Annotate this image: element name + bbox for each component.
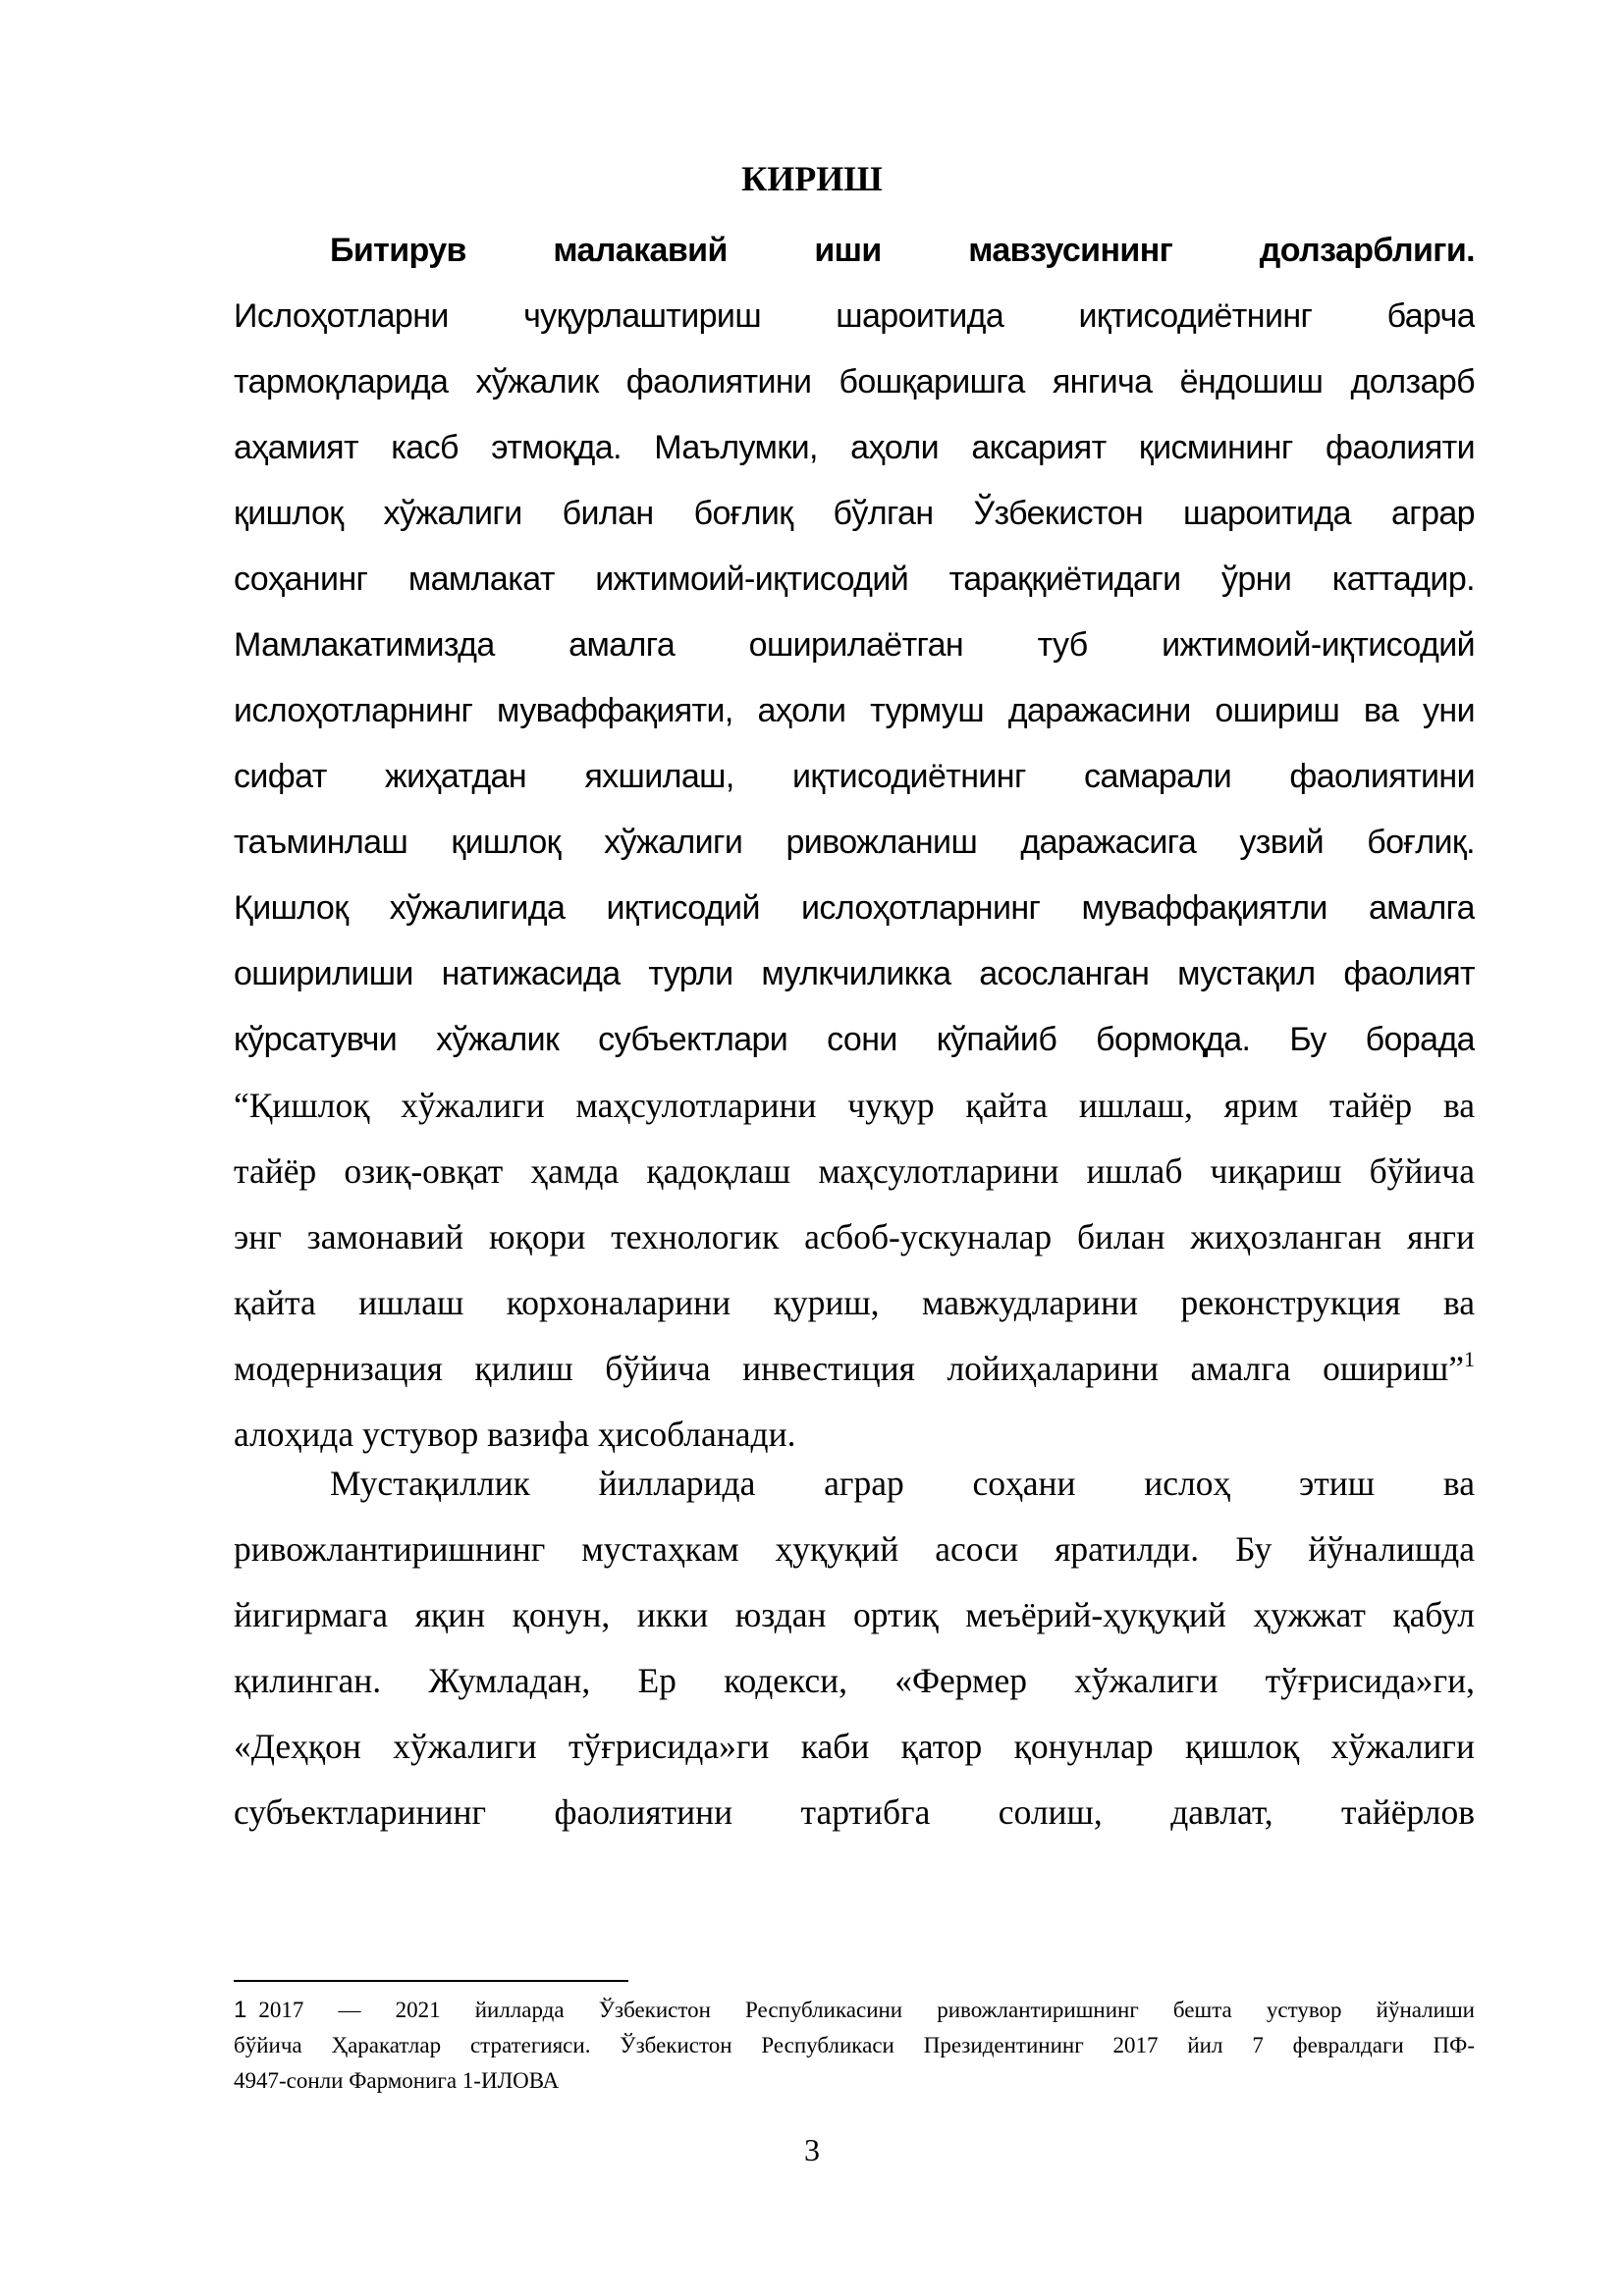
paragraph-line: қишлоқ хўжалиги билан боғлиқ бўлган Ўзбекистон шароитида аграр bbox=[234, 495, 1475, 532]
paragraph-line: қилинган. Жумладан, Ер кодекси, «Фермер хўжалиги тўғрисида»ги, bbox=[234, 1661, 1475, 1700]
paragraph-line: Мустақиллик йилларида аграр соҳани ислоҳ этиш ва bbox=[330, 1464, 1475, 1503]
paragraph-line: оширилиши натижасида турли мулкчиликка асосланган мустақил фаолият bbox=[234, 955, 1475, 992]
page-number: 3 bbox=[804, 2132, 820, 2167]
paragraph-line: «Деҳқон хўжалиги тўғрисида»ги каби қатор қонунлар қишлоқ хўжалиги bbox=[234, 1727, 1475, 1766]
paragraph-line: Қишлоқ хўжалигида иқтисодий ислоҳотларнинг муваффақиятли амалга bbox=[234, 889, 1475, 927]
quote-line-text: модернизация қилиш бўйича инвестиция лойиҳаларини амалга ошириш” bbox=[234, 1349, 1464, 1388]
footnote-reference[interactable]: 1 bbox=[1464, 1347, 1475, 1371]
quote-line-with-footnote bbox=[234, 1336, 1475, 1402]
page-heading: КИРИШ bbox=[741, 159, 883, 198]
quote-line: “Қишлоқ хўжалиги маҳсулотларини чуқур қайта ишлаш, ярим тайёр ва bbox=[234, 1086, 1475, 1125]
relevance-paragraph bbox=[234, 218, 1475, 1468]
paragraph-line: ривожлантиришнинг мустаҳкам ҳуқуқий асоси яратилди. Бу йўналишда bbox=[234, 1529, 1475, 1569]
paragraph-last-line: алоҳида устувор вазифа ҳисобланади. bbox=[234, 1415, 796, 1454]
footnote-separator bbox=[234, 1980, 628, 1982]
paragraph-line: ислоҳотларнинг муваффақияти, аҳоли турмуш даражасини ошириш ва уни bbox=[234, 692, 1475, 729]
paragraph-line: кўрсатувчи хўжалик субъектлари сони кўпайиб бормоқда. Бу борада bbox=[234, 1021, 1475, 1058]
footnote-mark: 1 bbox=[234, 1997, 247, 2023]
paragraph-line: йигирмага яқин қонун, икки юздан ортиқ меъёрий-ҳуқуқий ҳужжат қабул bbox=[234, 1595, 1475, 1634]
paragraph-line: субъектларининг фаолиятини тартибга солиш, давлат, тайёрлов bbox=[234, 1792, 1475, 1832]
paragraph-line: таъминлаш қишлоқ хўжалиги ривожланиш даражасига узвий боғлиқ. bbox=[234, 824, 1475, 861]
paragraph-line: тармоқларида хўжалик фаолиятини бошқаришга янгича ёндошиш долзарб bbox=[234, 363, 1475, 400]
footnote-line: бўйича Ҳаракатлар стратегияси. Ўзбекистон Республикаси Президентининг 2017 йил 7 февралдаги ПФ- bbox=[234, 2033, 1475, 2057]
relevance-title: Битирув малакавий иши мавзусининг долзарблиги. bbox=[330, 232, 1475, 269]
footnote-line bbox=[234, 1993, 1475, 2028]
paragraph-line: аҳамият касб этмоқда. Маълумки, аҳоли аксарият қисмининг фаолияти bbox=[234, 429, 1475, 466]
paragraph-line: сифат жиҳатдан яхшилаш, иқтисодиётнинг самарали фаолиятини bbox=[234, 758, 1475, 795]
paragraph-line: соҳанинг мамлакат ижтимоий-иқтисодий тараққиётидаги ўрни каттадир. bbox=[234, 561, 1475, 598]
quote-line: қайта ишлаш корхоналарини қуриш, мавжудларини реконструкция ва bbox=[234, 1283, 1475, 1322]
paragraph-line: Ислоҳотларни чуқурлаштириш шароитида иқтисодиётнинг барча bbox=[234, 297, 1475, 335]
footnote-line: 4947-сонли Фармонига 1-ИЛОВА bbox=[234, 2068, 560, 2093]
quote-line: тайёр озиқ-овқат ҳамда қадоқлаш маҳсулотларини ишлаб чиқариш бўйича bbox=[234, 1151, 1475, 1191]
footnote bbox=[234, 1993, 1475, 2099]
paragraph-line: Мамлакатимизда амалга оширилаётган туб ижтимоий-иқтисодий bbox=[234, 626, 1475, 664]
quote-line: энг замонавий юқори технологик асбоб-ускуналар билан жиҳозланган янги bbox=[234, 1217, 1475, 1256]
footnote-text: 2017 — 2021 йилларда Ўзбекистон Республикасини ривожлантиришнинг бешта устувор йўналиши bbox=[258, 1998, 1475, 2022]
legal-basis-paragraph bbox=[234, 1451, 1475, 1845]
